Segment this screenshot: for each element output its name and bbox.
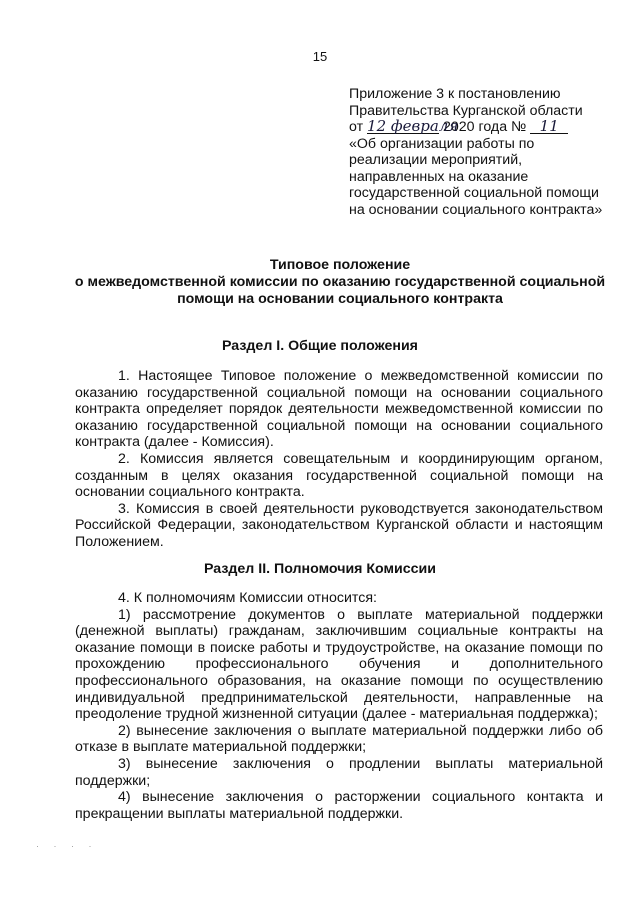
title-line: помощи на основании социального контракта: [177, 291, 503, 307]
paragraph: 1) рассмотрение документов о выплате материальной поддержки (денежной выплаты) гражданам, заключившим социальные контракты на оказание помощи в поиске работы и трудоустройстве, на оказание помощи по прохождению профессионального обучения и дополнительного профессионального образования, на оказание помощи по осуществлению индивидуальной предпринимательской деятельности, направленные на преодоление трудной жизненной ситуации (далее - материальная поддержка);: [75, 606, 603, 723]
section-1-body: [75, 368, 603, 551]
appendix-line: Приложение 3 к постановлению: [349, 86, 561, 102]
appendix-line: государственной социальной помощи: [349, 185, 599, 201]
paragraph: 2) вынесение заключения о выплате материальной поддержки либо об отказе в выплате материальной поддержки;: [75, 722, 603, 756]
handwritten-number: 11: [530, 119, 568, 134]
appendix-date-prefix: от: [349, 119, 364, 135]
appendix-line: направленных на оказание: [349, 168, 529, 185]
section-2-heading: Раздел II. Полномочия Комиссии: [204, 561, 436, 577]
scan-artifact: · · · ·: [36, 841, 98, 851]
appendix-line: реализации мероприятий,: [349, 152, 523, 168]
paragraph: 2. Комиссия является совещательным и координирующим органом, созданным в целях оказания государственной социальной помощи на основании социального контракта.: [75, 450, 603, 501]
section-1-heading: Раздел I. Общие положения: [222, 338, 418, 354]
section-2-body: [75, 590, 603, 822]
appendix-header: [349, 86, 621, 218]
paragraph: 1. Настоящее Типовое положение о межведомственной комиссии по оказанию государственной социальной помощи на основании социального контракта определяет порядок деятельности межведомственной комиссии по оказанию государственной социальной помощи на основании социального контракта (далее - Комиссия).: [75, 368, 603, 451]
appendix-year-label: 2020 года №: [442, 119, 527, 135]
handwritten-date: 12 февраля: [367, 117, 459, 135]
document-title: [70, 257, 610, 308]
page-number: 15: [312, 49, 328, 64]
paragraph: 3. Комиссия в своей деятельности руководствуется законодательством Российской Федерации, законодательством Курганской области и настоящим Положением.: [75, 500, 603, 550]
paragraph: 4. К полномочиям Комиссии относится:: [118, 590, 377, 606]
appendix-date-line: [349, 119, 621, 136]
title-line: Типовое положение: [269, 257, 411, 273]
appendix-line: на основании социального контракта»: [349, 201, 603, 218]
paragraph: 4) вынесение заключения о расторжении социального контакта и прекращении выплаты материальной поддержки.: [75, 789, 603, 822]
appendix-line: «Об организации работы по: [349, 135, 535, 152]
paragraph: 3) вынесение заключения о продлении выплаты материальной поддержки;: [75, 755, 603, 789]
title-line: о межведомственной комиссии по оказанию государственной социальной: [74, 274, 606, 290]
appendix-line: Правительства Курганской области: [349, 102, 583, 119]
